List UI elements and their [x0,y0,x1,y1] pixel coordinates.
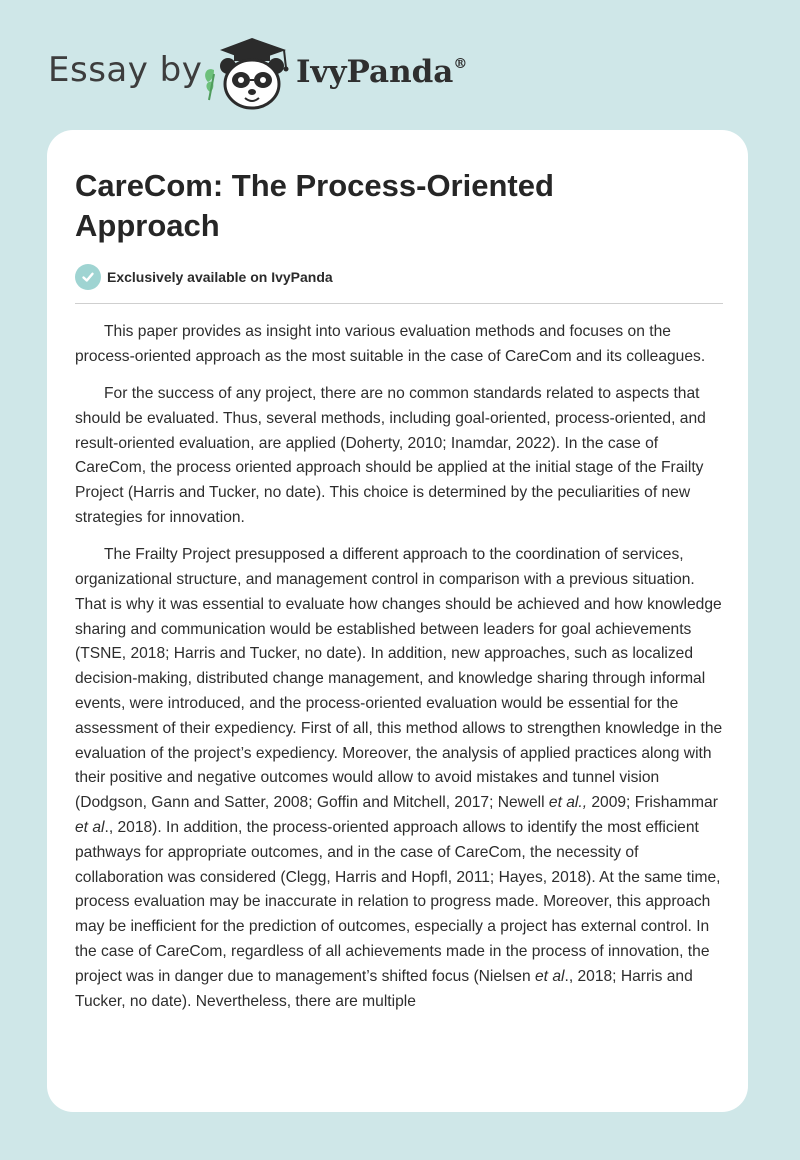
paragraph [75,543,725,1014]
paragraph-text: This paper provides as insight into various evaluation methods and focuses on the process-oriented approach as the most suitable in the case of CareCom and its colleagues. [75,323,706,365]
essay-card [47,130,748,1112]
exclusive-label: Exclusively available on IvyPanda [107,269,333,285]
check-icon [75,264,101,290]
brand-logo-text: IvyPanda® [296,54,468,90]
citation-emphasis: et al [75,818,105,836]
paragraph [75,382,725,531]
page-title: CareCom: The Process-Oriented Approach [75,168,554,243]
citation-emphasis: et al [535,967,565,985]
panda-graduate-icon [200,36,292,112]
essay-body [75,320,725,1027]
paragraph-text: ., 2018). In addition, the process-oriented approach allows to identify the most efficient pathways for appropriate outcomes, and in the case of CareCom, the necessity of collaboration was considered (Clegg, Harris and Hopfl, 2011; Hayes, 2018). At the same time, process evaluation may be inaccurate in relation to progress made. Moreover, this approach may be inefficient for the prediction of outcomes, especially a project has external control. In the case of CareCom, regardless of all achievements made in the process of innovation, the project was in danger due to management’s shifted focus (Nielsen [75,818,721,985]
essay-by-label: Essay by [48,50,203,90]
citation-emphasis: et al., [548,794,588,812]
exclusive-badge [75,263,333,291]
paragraph-text: For the success of any project, there are no common standards related to aspects that should be evaluated. Thus, several methods, including goal-oriented, process-oriented, and result-oriented evaluation, are applied (Doherty, 2010; Inamdar, 2022). In the case of CareCom, the process oriented approach should be applied at the initial stage of the Frailty Project (Harris and Tucker, no date). This choice is determined by the peculiarities of new strategies for innovation. [75,384,706,526]
site-header [0,0,800,130]
paragraph-text: 2009; Frishammar [587,794,718,812]
paragraph-text: The Frailty Project presupposed a different approach to the coordination of services, organizational structure, and management control in comparison with a previous situation. That is why it was essential to evaluate how changes should be achieved and how knowledge sharing and communication would be established between leaders for goal achievements (TSNE, 2018; Harris and Tucker, no date). In addition, new approaches, such as localized decision-making, distributed change management, and knowledge sharing through informal events, were introduced, and the process-oriented evaluation would be essential for the assessment of their expediency. First of all, this method allows to strengthen knowledge in the evaluation of the project’s expediency. Moreover, the analysis of applied practices along with their positive and negative outcomes would allow to avoid mistakes and tunnel vision (Dodgson, Gann and Satter, 2008; Goffin and Mitchell, 2017; Newell [75,546,723,812]
paragraph [75,320,725,370]
paragraph-text: ., 2018; Harris and Tucker, no date). Nevertheless, there are multiple [75,967,693,1010]
divider [75,303,723,304]
